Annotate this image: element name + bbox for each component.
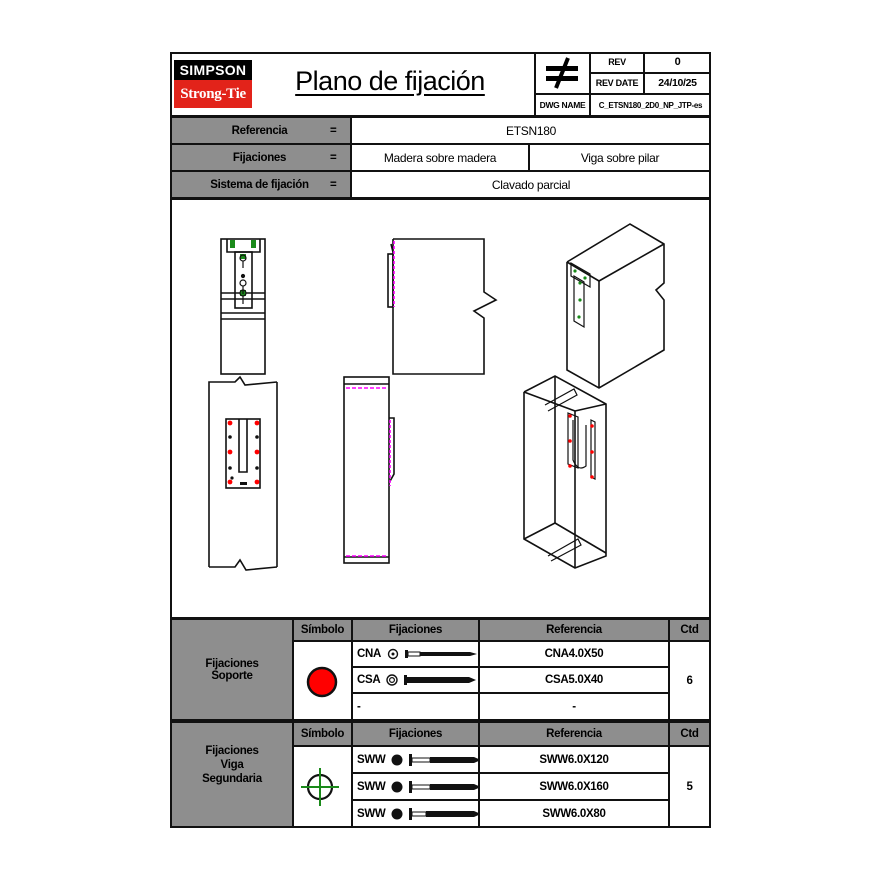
reference-cell: SWW6.0X120 [539, 753, 609, 766]
nail-icon [387, 647, 478, 661]
fastener-cell: SWW [353, 774, 478, 799]
screw-icon [391, 780, 478, 794]
header-ctd: Ctd [670, 723, 709, 745]
red-dot-icon [306, 666, 338, 698]
header-fijaciones: Fijaciones [353, 620, 478, 640]
header-simbolo: Símbolo [294, 620, 351, 640]
equals-sign: = [330, 124, 337, 137]
isometric-view-pillar [567, 224, 664, 388]
header-referencia: Referencia [480, 620, 668, 640]
header-fijaciones: Fijaciones [353, 723, 478, 745]
reference-cell: SWW6.0X160 [539, 780, 609, 793]
drawing-area [172, 200, 709, 617]
screw-icon [391, 807, 478, 821]
quantity-cell: 5 [686, 780, 693, 793]
fastener-cell: SWW [353, 801, 478, 826]
green-crosshair-icon [300, 766, 340, 808]
quantity-cell: 6 [686, 674, 693, 687]
front-view-beam [209, 377, 277, 570]
reference-cell: - [572, 700, 576, 713]
logo-simpson: SIMPSON [174, 60, 252, 80]
reference-cell: SWW6.0X80 [542, 807, 606, 820]
info-label-referencia: Referencia = [172, 118, 350, 143]
side-view-pillar [388, 239, 496, 374]
info-label-fijaciones: Fijaciones = [172, 145, 350, 170]
header-ctd: Ctd [670, 620, 709, 640]
page-title: Plano de fijación [295, 65, 485, 96]
screw-icon [386, 673, 478, 687]
rev-date-label: REV DATE [595, 78, 639, 88]
dwg-name-value: C_ETSN180_2D0_NP_JTP-es [598, 100, 703, 110]
dwg-name-label: DWG NAME [539, 100, 586, 110]
fastener-cell: - [357, 700, 361, 713]
not-equal-icon [544, 56, 580, 90]
screw-icon [391, 753, 478, 767]
info-value-fijaciones-2: Viga sobre pilar [580, 150, 660, 165]
header-referencia: Referencia [480, 723, 668, 745]
side-view-beam [344, 377, 394, 563]
rev-value: 0 [674, 56, 681, 68]
front-view-pillar-top [221, 239, 265, 374]
rev-date-value: 24/10/25 [658, 77, 697, 89]
group-label-viga-segundaria: Fijaciones Viga Segundaria [172, 723, 292, 826]
info-value-sistema: Clavado parcial [491, 177, 571, 192]
rev-label: REV [608, 57, 626, 67]
info-label-sistema: Sistema de fijación = [172, 172, 350, 197]
fastener-cell: SWW [353, 747, 478, 772]
equals-sign: = [330, 151, 337, 164]
reference-cell: CSA5.0X40 [544, 674, 604, 686]
fastener-cell: CNA [353, 642, 478, 666]
isometric-view-beam [524, 376, 606, 568]
equals-sign: = [330, 178, 337, 191]
logo-strong-tie: Strong-Tie [174, 80, 252, 108]
header-simbolo: Símbolo [294, 723, 351, 745]
info-value-fijaciones-1: Madera sobre madera [383, 150, 497, 165]
logo [174, 60, 252, 108]
info-value-referencia: ETSN180 [506, 123, 556, 138]
group-label-soporte: Fijaciones Soporte [172, 620, 292, 719]
fastener-cell: CSA [353, 668, 478, 692]
reference-cell: CNA4.0X50 [544, 648, 604, 660]
